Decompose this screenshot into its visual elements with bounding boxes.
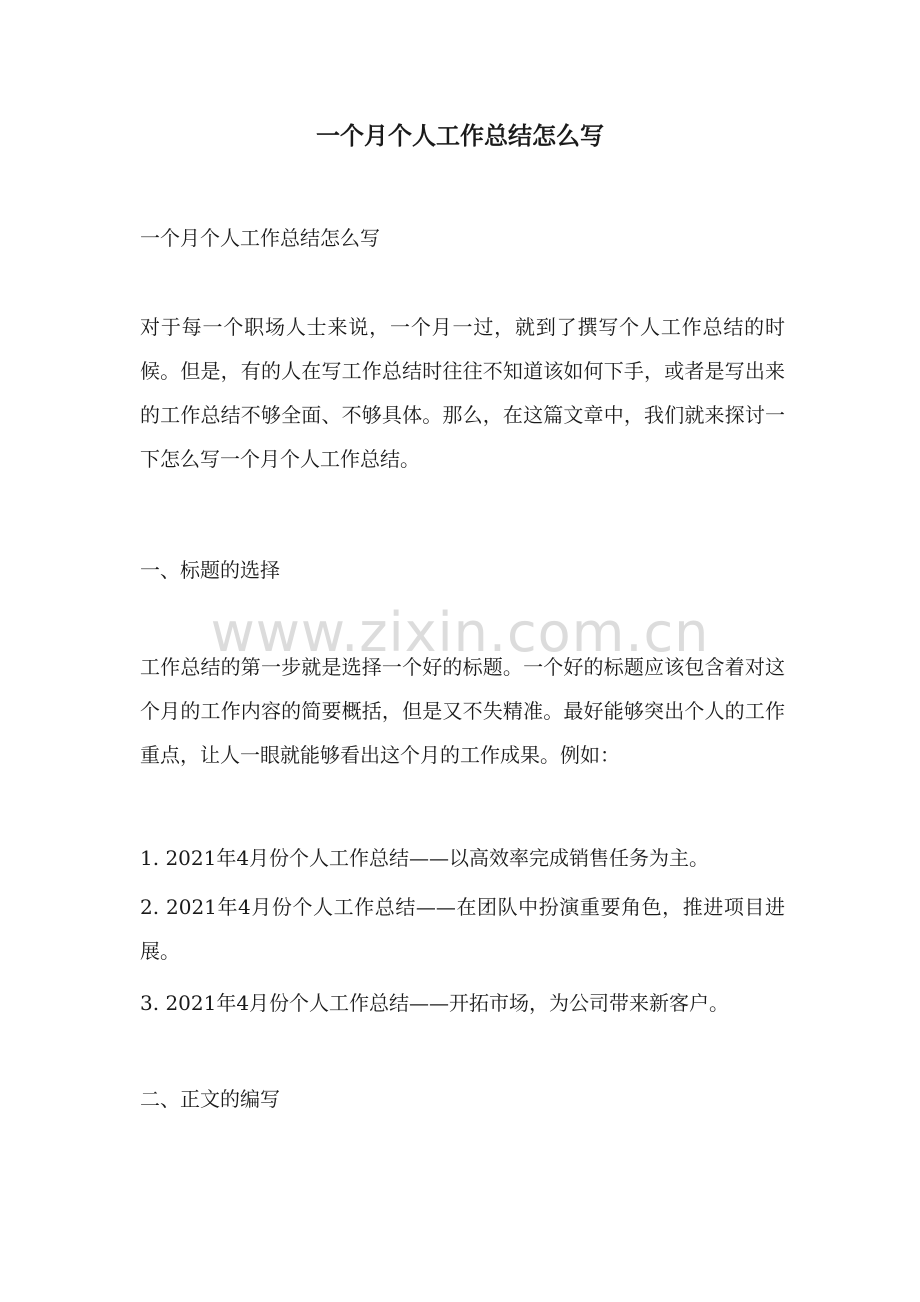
example-item-2: 2. 2021年4月份个人工作总结——在团队中扮演重要角色，推进项目进展。	[140, 895, 785, 963]
example-item-3: 3. 2021年4月份个人工作总结——开拓市场，为公司带来新客户。	[140, 991, 730, 1015]
watermark-text: www.zixin.com.cn	[210, 601, 710, 664]
section-heading-title-choice: 一、标题的选择	[140, 558, 280, 582]
subtitle-paragraph: 一个月个人工作总结怎么写	[140, 226, 380, 250]
section-body-title-choice: 工作总结的第一步就是选择一个好的标题。一个好的标题应该包含着对这个月的工作内容的简要概括，但是又不失精准。最好能够突出个人的工作重点，让人一眼就能够看出这个月的工作成果。例如：	[140, 655, 785, 767]
intro-paragraph: 对于每一个职场人士来说，一个月一过，就到了撰写个人工作总结的时候。但是，有的人在写工作总结时往往不知道该如何下手，或者是写出来的工作总结不够全面、不够具体。那么，在这篇文章中，我们就来探讨一下怎么写一个月个人工作总结。	[140, 315, 785, 471]
example-item-1: 1. 2021年4月份个人工作总结——以高效率完成销售任务为主。	[140, 846, 710, 870]
document-title: 一个月个人工作总结怎么写	[316, 121, 604, 150]
section-heading-body-writing: 二、正文的编写	[140, 1087, 280, 1111]
